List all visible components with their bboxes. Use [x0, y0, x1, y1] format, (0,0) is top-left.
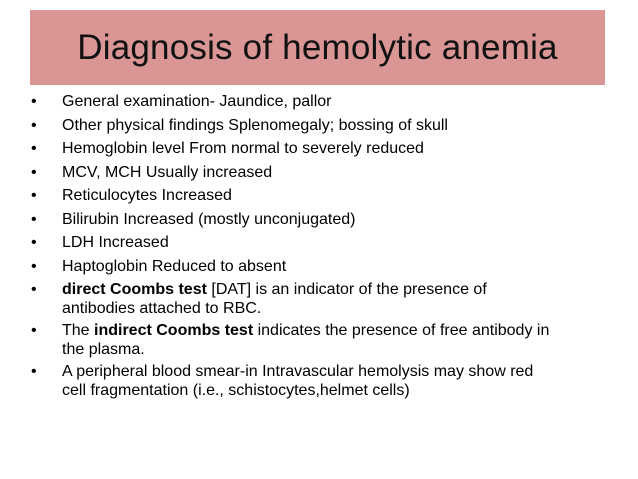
bullet-text: MCV, MCH Usually increased	[62, 163, 273, 181]
bullet-icon: •	[31, 281, 37, 298]
bullet-text: Other physical findings Splenomegaly; bossing of skull	[62, 116, 448, 134]
bullet-text: General examination- Jaundice, pallor	[62, 93, 332, 110]
bullet-icon: •	[31, 116, 37, 134]
bullet-text-continued: antibodies attached to RBC.	[62, 299, 262, 317]
bullet-text-prefix: The	[62, 322, 95, 339]
bullet-icon: •	[31, 257, 37, 275]
bullet-item-blood-smear	[31, 363, 611, 400]
bullet-text: Hemoglobin level From normal to severely reduced	[62, 140, 424, 157]
bullet-icon: •	[31, 234, 37, 251]
bullet-item	[31, 187, 611, 206]
bullet-list	[31, 93, 611, 404]
bullet-text: indicates the presence of free antibody in	[253, 322, 550, 339]
bullet-item	[31, 234, 611, 253]
title-bar	[30, 10, 605, 85]
bullet-icon: •	[31, 163, 37, 181]
bullet-text: [DAT] is an indicator of the presence of	[206, 281, 487, 298]
bullet-item	[31, 258, 611, 277]
bullet-item-direct-coombs	[31, 281, 611, 318]
bullet-bold-term: direct Coombs test	[62, 281, 207, 298]
bullet-item	[31, 117, 611, 136]
bullet-text-continued: the plasma.	[62, 340, 145, 358]
bullet-item	[31, 140, 611, 159]
bullet-text: Reticulocytes Increased	[62, 187, 232, 204]
bullet-bold-term: indirect Coombs test	[94, 322, 254, 339]
bullet-icon: •	[31, 140, 37, 157]
bullet-item	[31, 211, 611, 230]
bullet-icon: •	[31, 363, 37, 380]
bullet-icon: •	[31, 210, 37, 228]
bullet-text: A peripheral blood smear-in Intravascular hemolysis may show red	[62, 363, 534, 380]
bullet-item	[31, 93, 611, 112]
bullet-text: LDH Increased	[62, 234, 169, 251]
bullet-text: Haptoglobin Reduced to absent	[62, 257, 287, 275]
bullet-icon: •	[31, 187, 37, 204]
bullet-text-continued: cell fragmentation (i.e., schistocytes,helmet cells)	[62, 381, 410, 399]
slide-title: Diagnosis of hemolytic anemia	[77, 27, 558, 67]
bullet-text: Bilirubin Increased (mostly unconjugated)	[62, 210, 356, 228]
bullet-item	[31, 164, 611, 183]
bullet-icon: •	[31, 93, 37, 110]
bullet-item-indirect-coombs	[31, 322, 611, 359]
bullet-icon: •	[31, 322, 37, 339]
